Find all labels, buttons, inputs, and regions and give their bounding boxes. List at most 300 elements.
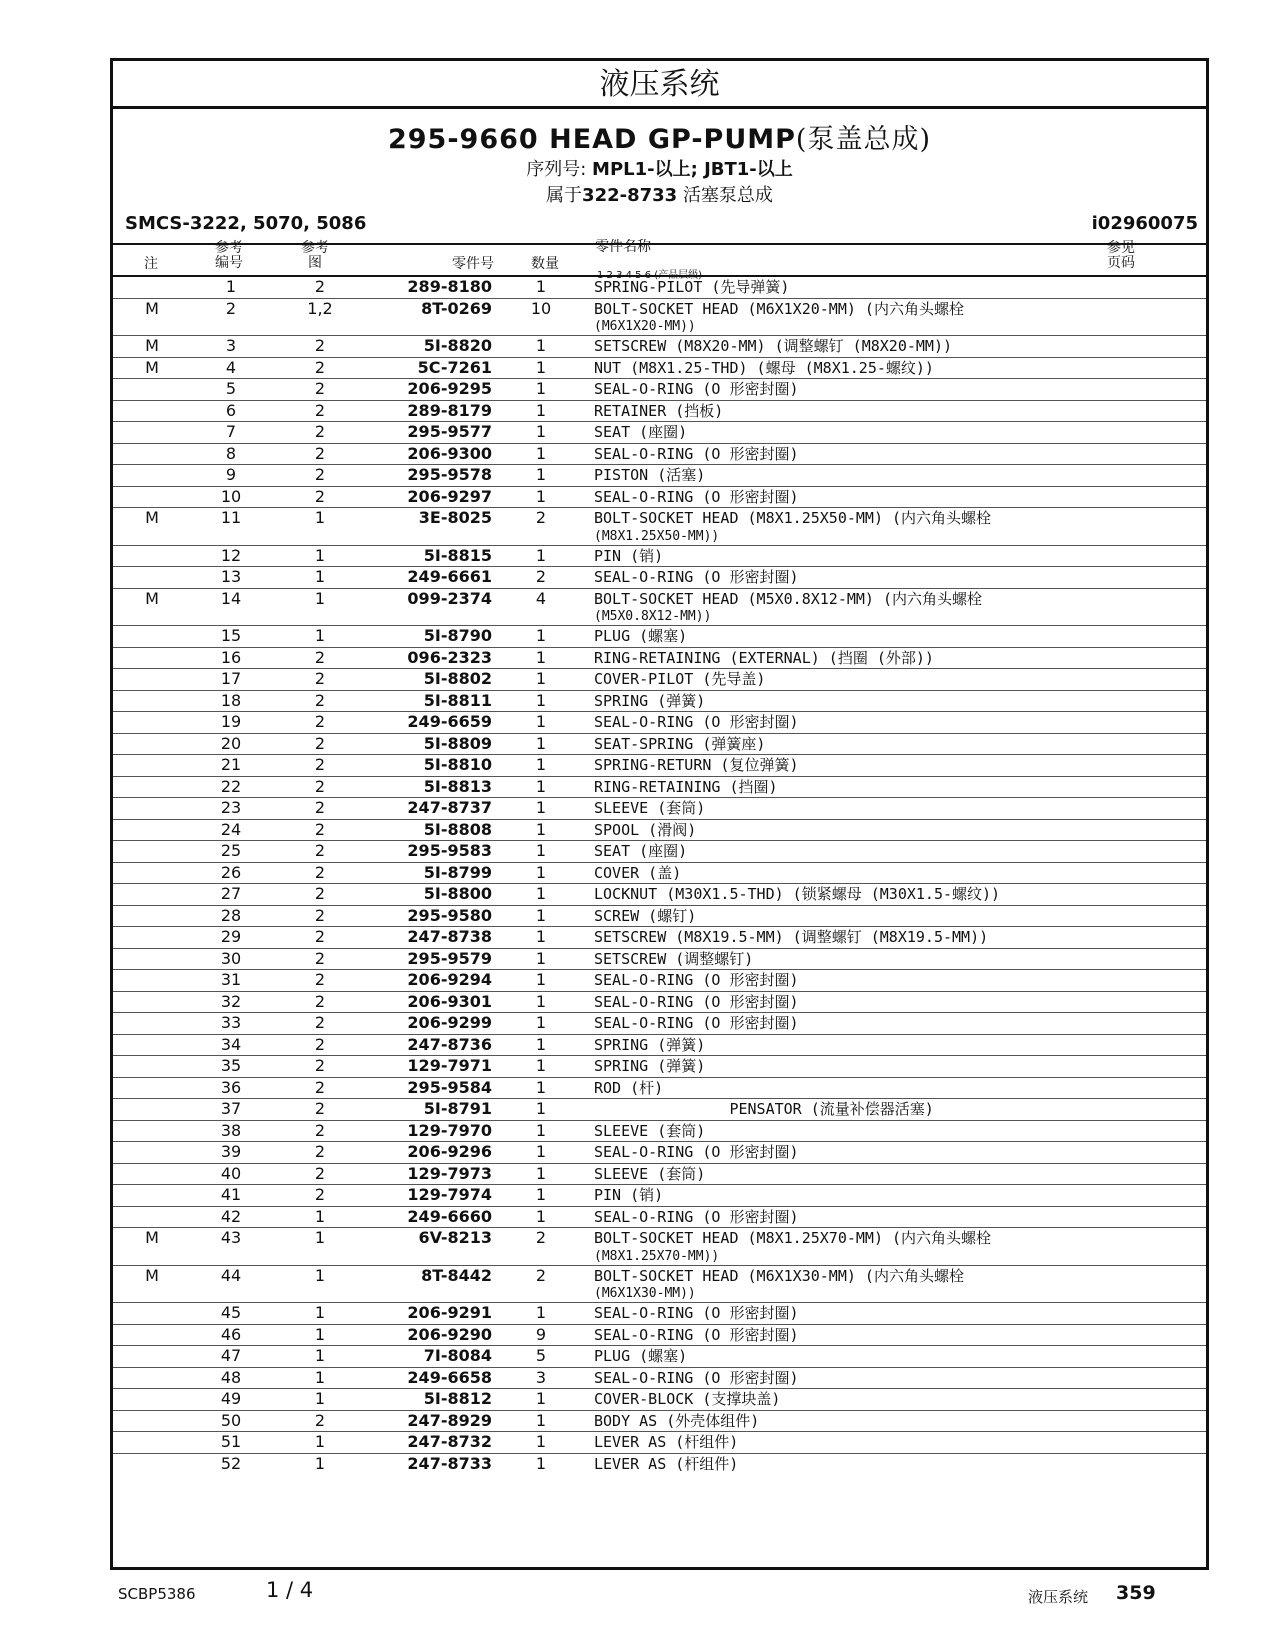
row-fig: 2 [271,884,369,906]
table-row [113,486,1206,508]
row-part-name-line: PISTON (活塞) [594,466,706,484]
row-ref: 36 [191,1077,271,1099]
row-note [113,884,191,906]
table-row [113,465,1206,487]
row-part-name-line: PIN (销) [594,1186,664,1204]
table-row [113,819,1206,841]
table-row [113,1265,1206,1303]
row-ref: 38 [191,1120,271,1142]
row-ref: 18 [191,690,271,712]
row-ref: 3 [191,336,271,358]
belongs-name: 活塞泵总成 [682,185,773,206]
row-part-name-line: BOLT-SOCKET HEAD (M6X1X30-MM) (内六角头螺栓 [594,1266,964,1285]
row-part-name-line: BOLT-SOCKET HEAD (M8X1.25X50-MM) (内六角头螺栓 [594,509,992,527]
row-qty: 1 [492,336,590,358]
part-name: HEAD GP-PUMP [549,124,796,155]
table-row [113,508,1206,546]
row-part-name-line: ROD (杆) [594,1078,664,1097]
row-part-number: 249-6661 [369,567,492,589]
table-row [113,798,1206,820]
row-qty: 10 [492,298,590,336]
row-fig: 2 [271,1077,369,1099]
row-note [113,819,191,841]
row-ref: 40 [191,1163,271,1185]
row-fig: 2 [271,1099,369,1121]
row-note [113,1185,191,1207]
table-row [113,1120,1206,1142]
table-row [113,712,1206,734]
row-part-name-line: SLEEVE (套筒) [594,799,706,817]
row-note [113,948,191,970]
row-part-number: 5I-8802 [369,669,492,691]
row-ref: 2 [191,298,271,336]
row-ref: 1 [191,276,271,298]
row-qty: 1 [492,422,590,444]
row-part-name [590,336,1206,358]
row-part-name [590,948,1206,970]
row-ref: 23 [191,798,271,820]
row-fig: 2 [271,755,369,777]
row-note [113,991,191,1013]
row-qty: 1 [492,712,590,734]
row-part-name-line: BOLT-SOCKET HEAD (M6X1X20-MM) (内六角头螺栓 [594,299,964,318]
row-part-name [590,508,1206,546]
table-row [113,690,1206,712]
row-part-number: 295-9583 [369,841,492,863]
row-note: M [113,298,191,336]
row-part-name-line2: (M6X1X30-MM)) [594,1286,696,1301]
row-note [113,1034,191,1056]
row-qty: 1 [492,486,590,508]
row-ref: 4 [191,357,271,379]
row-qty: 1 [492,357,590,379]
row-fig: 2 [271,422,369,444]
col-part-no: 零件号 [452,256,494,272]
row-fig: 2 [271,776,369,798]
table-row [113,1034,1206,1056]
row-part-name [590,927,1206,949]
parts-table [113,275,1206,1474]
serial-value: MPL1-以上; JBT1-以上 [592,159,793,180]
row-fig: 2 [271,443,369,465]
row-ref: 20 [191,733,271,755]
row-qty: 3 [492,1367,590,1389]
row-note [113,1013,191,1035]
row-qty: 9 [492,1324,590,1346]
row-qty: 1 [492,1453,590,1474]
row-ref: 22 [191,776,271,798]
row-part-name-line: SPRING-RETURN (复位弹簧) [594,756,799,774]
row-qty: 1 [492,1303,590,1325]
row-part-number: 5I-8812 [369,1389,492,1411]
row-part-number: 7I-8084 [369,1346,492,1368]
row-note [113,690,191,712]
row-part-name [590,1453,1206,1474]
table-row [113,545,1206,567]
table-row [113,357,1206,379]
row-part-name-line: SCREW (螺钉) [594,906,697,925]
row-ref: 46 [191,1324,271,1346]
row-ref: 44 [191,1265,271,1303]
row-fig: 1 [271,1453,369,1474]
row-qty: 1 [492,379,590,401]
row-part-name [590,1389,1206,1411]
row-fig: 1 [271,1206,369,1228]
row-qty: 1 [492,690,590,712]
row-fig: 2 [271,486,369,508]
row-fig: 1 [271,1228,369,1266]
col-note: 注 [144,256,158,272]
serial-label: 序列号: [526,159,587,180]
row-part-number: 129-7974 [369,1185,492,1207]
row-part-name [590,776,1206,798]
row-qty: 1 [492,948,590,970]
table-row [113,567,1206,589]
row-part-name-line: PLUG (螺塞) [594,1347,688,1365]
row-part-name [590,1163,1206,1185]
row-part-name [590,486,1206,508]
row-part-name-line: NUT (M8X1.25-THD) (螺母 (M8X1.25-螺纹)) [594,358,934,377]
row-part-name-line: SPRING (弹簧) [594,1057,706,1075]
row-part-name [590,1324,1206,1346]
row-part-name-line: SEAL-O-RING (O 形密封圈) [594,713,799,731]
row-part-name [590,841,1206,863]
row-note [113,798,191,820]
row-qty: 1 [492,884,590,906]
row-part-name-line: RETAINER (挡板) [594,401,724,420]
row-qty: 1 [492,755,590,777]
row-part-name [590,1142,1206,1164]
smcs-code: SMCS-3222, 5070, 5086 [125,213,367,234]
table-row [113,626,1206,648]
col-fig: 参考 图 [301,240,329,271]
table-row [113,1163,1206,1185]
row-note [113,862,191,884]
row-part-name-line: LEVER AS (杆组件) [594,1454,739,1473]
row-part-number: 5I-8799 [369,862,492,884]
row-part-name [590,1228,1206,1266]
table-row [113,1432,1206,1454]
row-part-name-line2: (M5X0.8X12-MM)) [594,609,712,624]
row-note [113,712,191,734]
row-ref: 31 [191,970,271,992]
row-fig: 2 [271,647,369,669]
row-part-name [590,970,1206,992]
row-note [113,465,191,487]
row-part-name-line: RING-RETAINING (EXTERNAL) (挡圈 (外部)) [594,648,934,667]
row-note [113,1206,191,1228]
row-qty: 1 [492,927,590,949]
row-part-name [590,1077,1206,1099]
col-ref-no: 参考 编号 [215,240,243,271]
row-part-number: 5I-8810 [369,755,492,777]
row-part-name [590,1432,1206,1454]
row-note [113,1367,191,1389]
row-qty: 1 [492,905,590,927]
row-qty: 1 [492,1034,590,1056]
row-note [113,400,191,422]
row-fig: 1 [271,1367,369,1389]
row-qty: 1 [492,1389,590,1411]
row-fig: 2 [271,669,369,691]
row-part-number: 129-7970 [369,1120,492,1142]
row-part-number: 206-9299 [369,1013,492,1035]
row-fig: 2 [271,798,369,820]
row-note [113,1432,191,1454]
row-part-name [590,712,1206,734]
row-ref: 47 [191,1346,271,1368]
row-fig: 1,2 [271,298,369,336]
table-row [113,400,1206,422]
row-part-name [590,1056,1206,1078]
row-part-number: 206-9300 [369,443,492,465]
table-row [113,841,1206,863]
row-part-name [590,690,1206,712]
row-part-number: 8T-0269 [369,298,492,336]
row-part-number: 5C-7261 [369,357,492,379]
table-row [113,1367,1206,1389]
row-fig: 2 [271,465,369,487]
row-part-number: 249-6659 [369,712,492,734]
row-note [113,647,191,669]
row-part-number: 206-9295 [369,379,492,401]
row-note [113,1163,191,1185]
row-fig: 1 [271,1265,369,1303]
row-ref: 45 [191,1303,271,1325]
row-part-name-line: SEAT-SPRING (弹簧座) [594,734,766,753]
row-ref: 5 [191,379,271,401]
table-row [113,884,1206,906]
row-part-number: 3E-8025 [369,508,492,546]
row-part-name-line: SLEEVE (套筒) [594,1164,706,1183]
row-part-name-line: BODY AS (外壳体组件) [594,1411,760,1430]
col-name: 零件名称 [595,239,651,255]
row-fig: 1 [271,508,369,546]
row-qty: 1 [492,1120,590,1142]
row-fig: 2 [271,336,369,358]
row-part-name-line: SPOOL (滑阀) [594,820,697,839]
row-note [113,776,191,798]
belongs-prefix: 属于 [546,185,583,206]
row-note [113,927,191,949]
row-qty: 1 [492,733,590,755]
row-fig: 1 [271,1324,369,1346]
row-part-name [590,991,1206,1013]
row-ref: 42 [191,1206,271,1228]
row-part-name [590,1367,1206,1389]
row-part-number: 247-8733 [369,1453,492,1474]
row-part-name [590,733,1206,755]
row-ref: 35 [191,1056,271,1078]
table-row [113,1324,1206,1346]
row-part-name [590,798,1206,820]
row-part-name-line: LOCKNUT (M30X1.5-THD) (锁紧螺母 (M30X1.5-螺纹)) [594,885,1001,903]
row-qty: 1 [492,970,590,992]
row-part-number: 295-9578 [369,465,492,487]
row-part-number: 295-9584 [369,1077,492,1099]
row-part-name [590,1120,1206,1142]
row-part-number: 5I-8820 [369,336,492,358]
row-fig: 1 [271,567,369,589]
table-row [113,1346,1206,1368]
row-fig: 2 [271,1056,369,1078]
row-part-number: 247-8929 [369,1410,492,1432]
row-ref: 27 [191,884,271,906]
row-note [113,1120,191,1142]
row-fig: 2 [271,1410,369,1432]
table-row [113,647,1206,669]
row-qty: 1 [492,819,590,841]
row-qty: 2 [492,508,590,546]
row-fig: 2 [271,948,369,970]
row-ref: 28 [191,905,271,927]
row-fig: 2 [271,862,369,884]
row-ref: 37 [191,1099,271,1121]
part-name-cn: (泵盖总成) [795,124,931,155]
row-part-number: 206-9291 [369,1303,492,1325]
table-row [113,422,1206,444]
row-ref: 15 [191,626,271,648]
row-qty: 2 [492,1265,590,1303]
row-part-name [590,1013,1206,1035]
row-part-number: 5I-8800 [369,884,492,906]
table-row [113,1228,1206,1266]
row-ref: 52 [191,1453,271,1474]
row-part-name [590,1185,1206,1207]
row-note [113,970,191,992]
table-row [113,1410,1206,1432]
row-fig: 1 [271,1346,369,1368]
table-row [113,1056,1206,1078]
row-note: M [113,357,191,379]
row-note [113,1142,191,1164]
row-note: M [113,336,191,358]
row-ref: 29 [191,927,271,949]
row-part-name-line: SEAL-O-RING (O 形密封圈) [594,1014,799,1032]
row-part-name [590,443,1206,465]
row-part-name-line: SLEEVE (套筒) [594,1121,706,1140]
row-fig: 1 [271,626,369,648]
row-ref: 25 [191,841,271,863]
row-part-name-line: SEAL-O-RING (O 形密封圈) [594,1325,799,1344]
row-note [113,1099,191,1121]
row-note [113,443,191,465]
table-row [113,669,1206,691]
row-ref: 39 [191,1142,271,1164]
row-note [113,545,191,567]
row-part-number: 096-2323 [369,647,492,669]
row-ref: 34 [191,1034,271,1056]
row-qty: 1 [492,669,590,691]
row-ref: 11 [191,508,271,546]
row-part-name [590,669,1206,691]
row-ref: 7 [191,422,271,444]
row-ref: 32 [191,991,271,1013]
row-ref: 9 [191,465,271,487]
row-part-number: 206-9296 [369,1142,492,1164]
table-row [113,1077,1206,1099]
row-ref: 48 [191,1367,271,1389]
row-note: M [113,1265,191,1303]
page-title [113,117,1206,156]
row-part-name [590,1410,1206,1432]
row-note [113,1077,191,1099]
table-row [113,1453,1206,1474]
table-row [113,905,1206,927]
row-part-number: 289-8180 [369,276,492,298]
row-part-number: 247-8738 [369,927,492,949]
row-part-number: 249-6660 [369,1206,492,1228]
row-qty: 1 [492,465,590,487]
row-part-name-line: SEAL-O-RING (O 形密封圈) [594,568,799,586]
row-note [113,905,191,927]
row-part-number: 5I-8809 [369,733,492,755]
row-part-name-line: SEAL-O-RING (O 形密封圈) [594,487,799,506]
row-part-name [590,1265,1206,1303]
page-of: 1 / 4 [266,1578,314,1602]
row-part-name-line: SEAL-O-RING (O 形密封圈) [594,1368,799,1387]
row-ref: 14 [191,588,271,626]
row-note [113,669,191,691]
row-ref: 17 [191,669,271,691]
row-fig: 2 [271,733,369,755]
row-part-number: 129-7971 [369,1056,492,1078]
row-note [113,1303,191,1325]
table-row [113,927,1206,949]
row-qty: 1 [492,1013,590,1035]
row-note: M [113,508,191,546]
row-qty: 2 [492,567,590,589]
row-part-name [590,1303,1206,1325]
row-part-number: 5I-8791 [369,1099,492,1121]
row-part-number: 6V-8213 [369,1228,492,1266]
belongs-part: 322-8733 [582,185,678,206]
row-part-name-line: SETSCREW (M8X20-MM) (调整螺钉 (M8X20-MM)) [594,337,953,355]
row-ref: 6 [191,400,271,422]
row-ref: 30 [191,948,271,970]
row-fig: 2 [271,690,369,712]
row-qty: 1 [492,1077,590,1099]
row-part-name [590,1099,1206,1121]
belongs-line [113,181,1206,207]
row-part-name [590,862,1206,884]
row-fig: 2 [271,276,369,298]
row-qty: 1 [492,1099,590,1121]
row-fig: 1 [271,588,369,626]
row-part-name [590,588,1206,626]
table-row [113,1185,1206,1207]
row-fig: 2 [271,1163,369,1185]
row-part-name [590,567,1206,589]
row-part-name [590,647,1206,669]
table-row [113,1389,1206,1411]
table-row [113,1142,1206,1164]
row-part-number: 247-8737 [369,798,492,820]
row-qty: 1 [492,1410,590,1432]
row-part-name [590,379,1206,401]
row-qty: 1 [492,1206,590,1228]
row-qty: 1 [492,276,590,298]
row-part-name-line: SEAL-O-RING (O 形密封圈) [594,992,799,1011]
row-part-name [590,1206,1206,1228]
row-part-name-line: SEAL-O-RING (O 形密封圈) [594,971,799,989]
row-part-number: 247-8732 [369,1432,492,1454]
row-qty: 1 [492,647,590,669]
row-note [113,733,191,755]
row-part-number: 206-9297 [369,486,492,508]
row-fig: 2 [271,905,369,927]
row-qty: 1 [492,443,590,465]
